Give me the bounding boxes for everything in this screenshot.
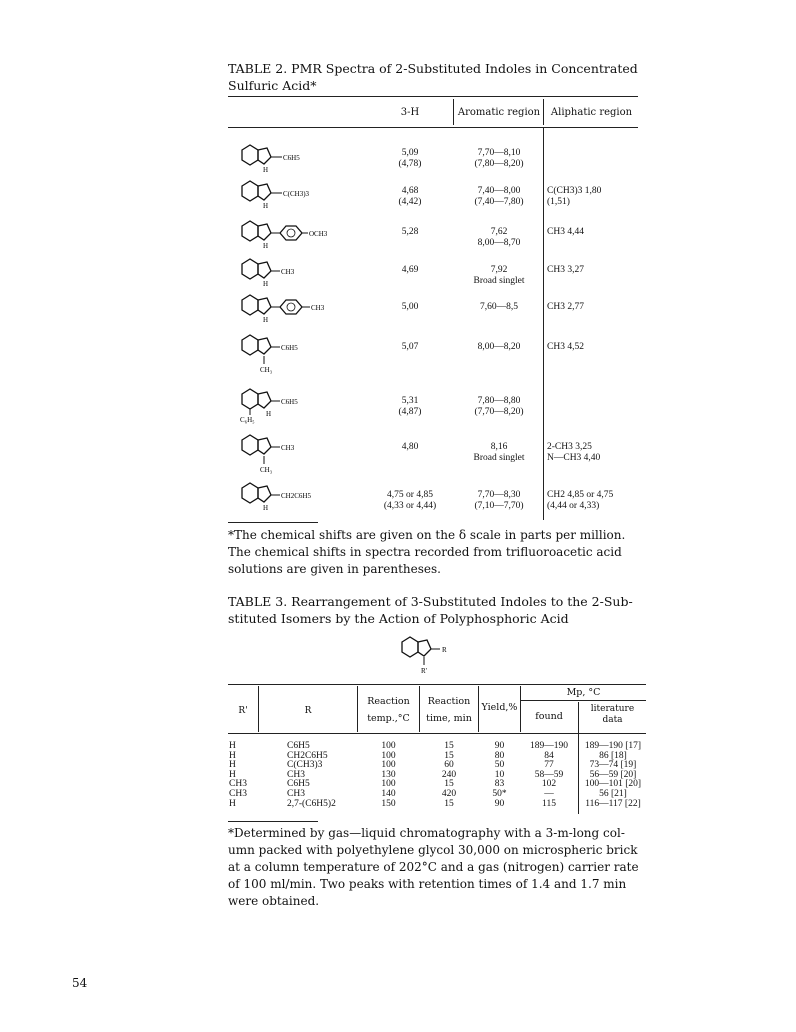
indole-structure-row-9 bbox=[236, 478, 366, 514]
table2-row9-3h bbox=[368, 490, 452, 512]
substituent-label: C6H5 bbox=[281, 344, 298, 352]
table2-row2-aromatic bbox=[455, 186, 543, 208]
substituent-label: OCH3 bbox=[309, 230, 328, 238]
header-line: literature bbox=[590, 704, 635, 714]
header-line: data bbox=[602, 715, 623, 725]
cell: 80 bbox=[494, 750, 505, 761]
cell: 15 bbox=[444, 741, 454, 751]
table2-top-rule bbox=[228, 96, 638, 97]
cell: 50 bbox=[494, 760, 505, 771]
value: CH3 2,77 bbox=[547, 302, 584, 312]
cell: C6H5 bbox=[287, 779, 310, 790]
svg-text:H: H bbox=[263, 166, 269, 174]
cell: — bbox=[544, 788, 554, 799]
cell: CH3 bbox=[229, 779, 247, 790]
value: 4,69 bbox=[401, 265, 419, 275]
cell: 189—190 [17] bbox=[584, 741, 642, 751]
table2-header-aliphatic: Aliphatic region bbox=[550, 107, 633, 118]
table3-footnote-rule bbox=[228, 821, 318, 822]
value: (4,42) bbox=[398, 197, 422, 207]
cell: 115 bbox=[542, 798, 556, 809]
header-line: temp.,°C bbox=[367, 713, 410, 724]
value: (4,78) bbox=[398, 159, 422, 169]
value: 4,75 or 4,85 bbox=[387, 490, 433, 500]
value: (4,44 or 4,33) bbox=[547, 501, 600, 511]
table3-header-time bbox=[420, 693, 478, 727]
substituent-label: C6H5 bbox=[283, 154, 300, 162]
value: 7,70—8,10 bbox=[477, 148, 521, 158]
table2-row4-aliphatic bbox=[547, 265, 639, 276]
indole-structure-row-2 bbox=[236, 176, 366, 212]
value: 8,00—8,70 bbox=[477, 238, 521, 248]
table3-caption bbox=[228, 593, 648, 627]
table2-caption-line1: TABLE 2. PMR Spectra of 2-Substituted Indoles in Concentrated bbox=[228, 61, 638, 76]
table2-row8-aromatic bbox=[455, 442, 543, 464]
table2-row7-3h bbox=[380, 396, 440, 418]
table2-footnote bbox=[228, 527, 648, 578]
svg-text:H: H bbox=[263, 504, 269, 512]
table2-header-3h: 3-H bbox=[400, 107, 420, 118]
cell: 100 bbox=[381, 741, 396, 751]
cell: H bbox=[229, 760, 236, 771]
svg-text:H: H bbox=[263, 316, 269, 324]
cell: 189—190 bbox=[530, 741, 568, 751]
cell: 116—117 [22] bbox=[585, 798, 641, 809]
table3-caption-line1: TABLE 3. Rearrangement of 3-Substituted Indoles to the 2-Sub- bbox=[228, 594, 633, 609]
table2-row3-aromatic bbox=[455, 227, 543, 249]
cell: 15 bbox=[444, 750, 454, 761]
svg-text:C₆H₅: C₆H₅ bbox=[240, 416, 255, 424]
table2-row8-3h bbox=[380, 442, 440, 453]
value: N—CH3 4,40 bbox=[547, 453, 601, 463]
cell: 15 bbox=[444, 779, 454, 790]
value: (7,70—8,20) bbox=[474, 407, 524, 417]
substituent-label: CH2C6H5 bbox=[281, 492, 311, 500]
value: CH3 3,27 bbox=[547, 265, 584, 275]
cell: 100 bbox=[381, 750, 396, 761]
value: 5,28 bbox=[401, 227, 419, 237]
table3-header-rule bbox=[228, 733, 646, 734]
cell: 77 bbox=[544, 760, 554, 771]
page-number: 54 bbox=[72, 976, 88, 990]
value: CH2 4,85 or 4,75 bbox=[547, 490, 614, 500]
cell: 56 [21] bbox=[599, 788, 627, 799]
table2-row9-aliphatic bbox=[547, 490, 642, 512]
indole-structure-row-8 bbox=[236, 430, 366, 474]
table3-col-found bbox=[521, 742, 577, 809]
table2-row5-aliphatic bbox=[547, 302, 639, 313]
table2-row2-aliphatic bbox=[547, 186, 639, 208]
indole-structure-row-6 bbox=[236, 330, 366, 374]
cell: 73—74 [19] bbox=[589, 760, 637, 771]
value: 5,09 bbox=[401, 148, 419, 158]
value: 8,16 bbox=[490, 442, 508, 452]
table3-footnote bbox=[228, 825, 648, 910]
table3-top-rule bbox=[228, 684, 646, 685]
cell: 100—101 [20] bbox=[584, 779, 642, 790]
value: 2-CH3 3,25 bbox=[547, 442, 592, 452]
table2-row5-aromatic bbox=[455, 302, 543, 313]
structure-r-label: R bbox=[442, 646, 447, 654]
table3-header-mp: Mp, °C bbox=[566, 687, 601, 698]
table2-header-aromatic: Aromatic region bbox=[457, 107, 541, 118]
footnote-line: were obtained. bbox=[228, 894, 320, 908]
table2-row3-aliphatic bbox=[547, 227, 639, 238]
cell: 150 bbox=[381, 798, 396, 809]
value: (7,40—7,80) bbox=[474, 197, 524, 207]
svg-text:CH₃: CH₃ bbox=[260, 466, 273, 474]
table2-caption bbox=[228, 60, 648, 94]
structure-rprime-label: R' bbox=[421, 667, 427, 675]
table3-caption-line2: stituted Isomers by the Action of Polyphosphoric Acid bbox=[228, 611, 569, 626]
value: (4,33 or 4,44) bbox=[383, 501, 437, 511]
table2-row5-3h bbox=[380, 302, 440, 313]
cell: 90 bbox=[494, 741, 505, 751]
table2-col-divider bbox=[453, 99, 454, 125]
table2-col-divider bbox=[543, 99, 544, 125]
value: Broad singlet bbox=[473, 276, 525, 286]
table3-indole-structure bbox=[398, 630, 470, 676]
table2-row3-3h bbox=[380, 227, 440, 238]
value: 4,68 bbox=[401, 186, 419, 196]
table2-row7-aromatic bbox=[455, 396, 543, 418]
cell: 240 bbox=[441, 769, 457, 780]
table3-header-rprime: R' bbox=[238, 706, 248, 716]
header-line: Reaction bbox=[367, 696, 410, 707]
footnote-line: The chemical shifts in spectra recorded from trifluoroacetic acid bbox=[228, 545, 622, 559]
cell: 100 bbox=[381, 760, 396, 771]
table3-header-r: R bbox=[304, 706, 312, 716]
table3-header-temp bbox=[358, 693, 419, 727]
value: 7,62 bbox=[490, 227, 508, 237]
svg-text:H: H bbox=[263, 202, 269, 210]
value: CH3 4,44 bbox=[547, 227, 584, 237]
cell: 130 bbox=[381, 769, 396, 780]
table3-col-temp bbox=[358, 742, 419, 809]
table2-aliphatic-divider bbox=[543, 127, 544, 520]
substituent-label: CH3 bbox=[281, 268, 295, 276]
substituent-label: C6H5 bbox=[281, 398, 298, 406]
cell: C(CH3)3 bbox=[287, 760, 323, 771]
header-line: Reaction bbox=[427, 696, 471, 707]
table3-col-literature bbox=[579, 742, 647, 809]
value: (4,87) bbox=[398, 407, 422, 417]
table3-mp-rule bbox=[520, 700, 646, 701]
substituent-label: CH3 bbox=[281, 444, 295, 452]
cell: H bbox=[229, 741, 236, 751]
value: CH3 4,52 bbox=[547, 342, 584, 352]
table3-header-literature bbox=[579, 704, 646, 726]
substituent-label: CH3 bbox=[311, 304, 325, 312]
value: 7,60—8,5 bbox=[480, 302, 518, 312]
cell: 10 bbox=[494, 769, 505, 780]
value: 5,00 bbox=[401, 302, 419, 312]
svg-text:H: H bbox=[263, 242, 269, 250]
footnote-line: *Determined by gas—liquid chromatography with a 3-m-long col- bbox=[228, 826, 625, 840]
cell: 83 bbox=[494, 779, 505, 790]
table3-header-yield: Yield,% bbox=[481, 702, 518, 713]
footnote-line: of 100 ml/min. Two peaks with retention times of 1.4 and 1.7 min bbox=[228, 877, 627, 891]
cell: 102 bbox=[541, 779, 557, 790]
table2-row6-aliphatic bbox=[547, 342, 639, 353]
indole-structure-row-5 bbox=[236, 290, 366, 326]
svg-text:CH₃: CH₃ bbox=[260, 366, 273, 374]
table2-row6-aromatic bbox=[455, 342, 543, 353]
table2-row2-3h bbox=[380, 186, 440, 208]
cell: 50* bbox=[492, 788, 507, 799]
table2-row4-aromatic bbox=[455, 265, 543, 287]
table3-col-r bbox=[287, 742, 357, 809]
cell: 90 bbox=[494, 798, 505, 809]
cell: H bbox=[229, 798, 236, 809]
indole-structure-row-1 bbox=[236, 140, 366, 176]
cell: 15 bbox=[444, 798, 454, 809]
table2-row1-aromatic bbox=[455, 148, 543, 170]
table2-row8-aliphatic bbox=[547, 442, 639, 464]
footnote-line: solutions are given in parentheses. bbox=[228, 562, 441, 576]
footnote-line: at a column temperature of 202°C and a gas (nitrogen) carrier rate bbox=[228, 860, 639, 874]
header-line: time, min bbox=[426, 713, 472, 724]
value: 7,70—8,30 bbox=[477, 490, 521, 500]
value: (7,80—8,20) bbox=[474, 159, 524, 169]
cell: 58—59 bbox=[534, 769, 564, 780]
value: C(CH3)3 1,80 bbox=[547, 186, 602, 196]
substituent-label: C(CH3)3 bbox=[283, 190, 310, 198]
cell: 86 [18] bbox=[599, 750, 627, 761]
cell: CH3 bbox=[287, 769, 305, 780]
value: (7,10—7,70) bbox=[474, 501, 524, 511]
cell: 56—59 [20] bbox=[589, 769, 637, 780]
indole-structure-row-4 bbox=[236, 254, 366, 290]
table3-col-rprime bbox=[229, 742, 257, 809]
value: 7,92 bbox=[490, 265, 508, 275]
cell: 60 bbox=[444, 760, 454, 771]
svg-text:H: H bbox=[266, 410, 272, 418]
table2-caption-line2: Sulfuric Acid* bbox=[228, 78, 317, 93]
cell: 2,7-(C6H5)2 bbox=[287, 798, 336, 809]
value: 5,07 bbox=[401, 342, 419, 352]
table2-row9-aromatic bbox=[455, 490, 543, 512]
svg-text:H: H bbox=[263, 280, 269, 288]
table2-row6-3h bbox=[380, 342, 440, 353]
cell: 100 bbox=[381, 779, 396, 790]
table3-col-yield bbox=[479, 742, 520, 809]
cell: 420 bbox=[441, 788, 457, 799]
value: 5,31 bbox=[401, 396, 419, 406]
cell: CH3 bbox=[287, 788, 305, 799]
value: 7,40—8,00 bbox=[477, 186, 521, 196]
table3-header-found: found bbox=[535, 711, 563, 722]
cell: 84 bbox=[544, 750, 554, 761]
footnote-line: umn packed with polyethylene glycol 30,000 on microspheric brick bbox=[228, 843, 638, 857]
table2-row1-3h bbox=[380, 148, 440, 170]
cell: C6H5 bbox=[287, 741, 310, 751]
cell: H bbox=[229, 750, 236, 761]
cell: 140 bbox=[381, 788, 396, 799]
cell: CH2C6H5 bbox=[287, 750, 328, 761]
value: 8,00—8,20 bbox=[477, 342, 521, 352]
table2-footnote-rule bbox=[228, 522, 318, 523]
table2-row4-3h bbox=[380, 265, 440, 276]
indole-structure-row-7 bbox=[236, 384, 366, 424]
value: (1,51) bbox=[547, 197, 570, 207]
table3-col-time bbox=[420, 742, 478, 809]
footnote-line: *The chemical shifts are given on the δ scale in parts per million. bbox=[228, 528, 626, 542]
value: 7,80—8,80 bbox=[477, 396, 521, 406]
cell: CH3 bbox=[229, 788, 247, 799]
cell: H bbox=[229, 769, 236, 780]
indole-structure-row-3 bbox=[236, 216, 366, 252]
value: Broad singlet bbox=[473, 453, 525, 463]
value: 4,80 bbox=[401, 442, 419, 452]
table2-header-rule bbox=[228, 127, 638, 128]
